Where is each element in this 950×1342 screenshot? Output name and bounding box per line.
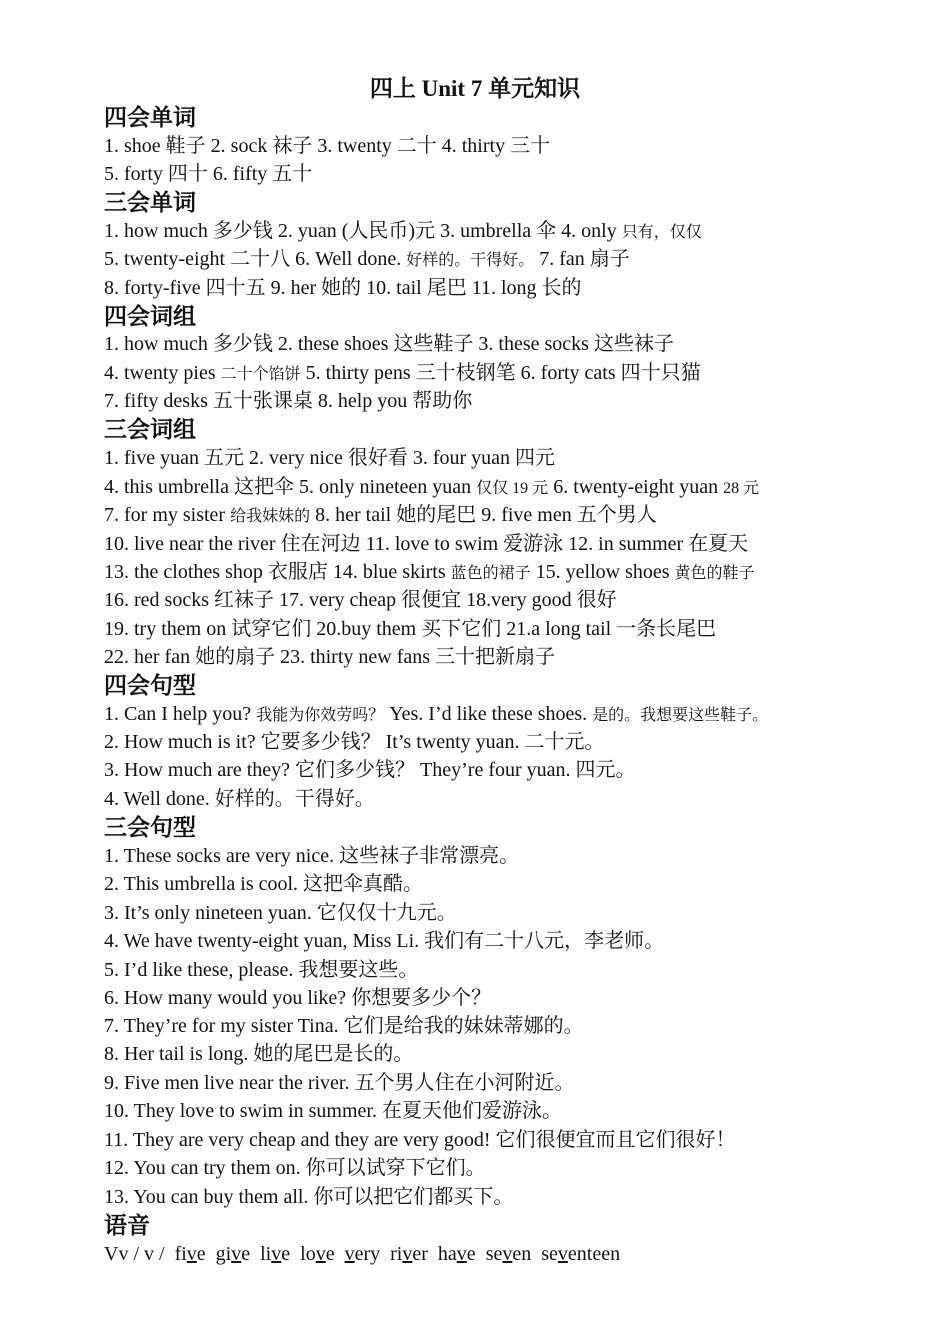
phonics-word: seventeen [541, 1243, 621, 1265]
text-segment-small: 黄色的鞋子 [674, 565, 755, 582]
phonics-line [104, 1241, 640, 1267]
text-line [104, 360, 701, 388]
text-segment-small: 仅仅 19 元 [476, 480, 549, 497]
text-line: 7. fifty desks 五十张课桌 8. help you 帮助你 [104, 390, 473, 412]
sentence-line: 8. Her tail is long. 她的尾巴是长的。 [104, 1043, 414, 1065]
sentence-line: 11. They are very cheap and they are very good! 它们很便宜而且它们很好！ [104, 1129, 736, 1151]
section-heading-three-skill-words: 三会单词 [104, 190, 196, 215]
phonics-prefix: Vv / v / [104, 1243, 165, 1265]
section-heading-four-skill-phrases: 四会词组 [104, 304, 196, 329]
phonics-letter-underlined: v [231, 1243, 242, 1265]
phonics-word: love [300, 1243, 335, 1265]
text-segment: 4. twenty pies [104, 362, 221, 384]
text-segment-small: 只有，仅仅 [621, 224, 702, 241]
text-line: 19. try them on 试穿它们 20.buy them 买下它们 21.a long tail 一条长尾巴 [104, 618, 717, 640]
sentence-line: 7. They’re for my sister Tina. 它们是给我的妹妹蒂娜的。 [104, 1015, 584, 1037]
text-line: 5. forty 四十 6. fifty 五十 [104, 163, 313, 185]
text-segment-small: 好样的。干得好。 [406, 252, 535, 269]
text-segment-small: 是的。我想要这些鞋子。 [592, 707, 769, 724]
text-line [104, 474, 759, 502]
phonics-letter-underlined: v [271, 1243, 282, 1265]
phonics-word: very [344, 1243, 381, 1265]
text-segment: 8. her tail 她的尾巴 9. five men 五个男人 [310, 504, 657, 526]
sentence-line: 13. You can buy them all. 你可以把它们都买下。 [104, 1186, 514, 1208]
text-line [104, 218, 702, 246]
phonics-letter-underlined: v [557, 1243, 568, 1265]
text-line: 16. red socks 红袜子 17. very cheap 很便宜 18.very good 很好 [104, 589, 617, 611]
sentence-line: 1. These socks are very nice. 这些袜子非常漂亮。 [104, 845, 520, 867]
phonics-word: river [390, 1243, 428, 1265]
sentence-line: 4. We have twenty-eight yuan, Miss Li. 我们有二十八元，李老师。 [104, 930, 665, 952]
sentence-line: 2. This umbrella is cool. 这把伞真酷。 [104, 873, 424, 895]
text-line: 1. how much 多少钱 2. these shoes 这些鞋子 3. these socks 这些袜子 [104, 333, 674, 355]
sentence-line: 6. How many would you like? 你想要多少个？ [104, 987, 492, 1009]
text-line [104, 559, 755, 587]
phonics-letter-underlined: v [402, 1243, 413, 1265]
phonics-letter-underlined: v [186, 1243, 197, 1265]
sentence-line: 5. I’d like these, please. 我想要这些。 [104, 959, 419, 981]
page-title: 四上 Unit 7 单元知识 [369, 76, 581, 101]
phonics-letter-underlined: v [456, 1243, 467, 1265]
sentence-line: 9. Five men live near the river. 五个男人住在小河附近。 [104, 1072, 575, 1094]
phonics-word: live [260, 1243, 291, 1265]
text-segment: 7. for my sister [104, 504, 231, 526]
sentence-line: 10. They love to swim in summer. 在夏天他们爱游泳。 [104, 1100, 562, 1122]
section-heading-four-skill-words: 四会单词 [104, 105, 196, 130]
text-line: 3. How much are they? 它们多少钱？ They’re four yuan. 四元。 [104, 759, 636, 781]
text-segment: 6. twenty-eight yuan [548, 476, 724, 498]
phonics-word: give [215, 1243, 251, 1265]
section-heading-three-skill-phrases: 三会词组 [104, 417, 196, 442]
text-segment-small: 蓝色的裙子 [450, 565, 531, 582]
text-line: 8. forty-five 四十五 9. her 她的 10. tail 尾巴 11. long 长的 [104, 277, 582, 299]
sentence-line: 3. It’s only nineteen yuan. 它仅仅十九元。 [104, 902, 457, 924]
text-segment-small: 28 元 [723, 480, 760, 497]
phonics-word: have [437, 1243, 476, 1265]
section-heading-four-skill-sentences: 四会句型 [104, 673, 196, 698]
text-segment: 13. the clothes shop 衣服店 14. blue skirts [104, 561, 451, 583]
section-heading-three-skill-sentences: 三会句型 [104, 815, 196, 840]
text-line: 10. live near the river 住在河边 11. love to swim 爱游泳 12. in summer 在夏天 [104, 533, 749, 555]
text-segment-small: 给我妹妹的 [230, 508, 311, 525]
text-segment: 5. thirty pens 三十枝钢笔 6. forty cats 四十只猫 [300, 362, 701, 384]
text-line: 4. Well done. 好样的。干得好。 [104, 788, 375, 810]
text-line: 22. her fan 她的扇子 23. thirty new fans 三十把新扇子 [104, 646, 556, 668]
text-segment: 4. this umbrella 这把伞 5. only nineteen yuan [104, 476, 477, 498]
text-line [104, 701, 768, 729]
phonics-words [175, 1243, 631, 1265]
text-line: 2. How much is it? 它要多少钱？ It’s twenty yuan. 二十元。 [104, 731, 605, 753]
section-heading-phonics: 语音 [104, 1213, 150, 1238]
text-line [104, 246, 630, 274]
text-segment: 1. how much 多少钱 2. yuan (人民币)元 3. umbrella 伞 4. only [104, 220, 622, 242]
text-segment: 5. twenty-eight 二十八 6. Well done. [104, 248, 407, 270]
phonics-word: five [174, 1243, 206, 1265]
text-segment: Yes. I’d like these shoes. [384, 703, 593, 725]
phonics-letter-underlined: v [315, 1243, 326, 1265]
sentence-line: 12. You can try them on. 你可以试穿下它们。 [104, 1157, 486, 1179]
text-segment: 7. fan 扇子 [534, 248, 630, 270]
phonics-letter-underlined: v [344, 1243, 355, 1265]
text-segment-small: 我能为你效劳吗？ [256, 707, 385, 724]
phonics-word: seven [485, 1243, 532, 1265]
text-line [104, 502, 657, 530]
text-line: 1. shoe 鞋子 2. sock 袜子 3. twenty 二十 4. thirty 三十 [104, 135, 551, 157]
text-segment: 1. Can I help you? [104, 703, 257, 725]
text-segment-small: 二十个馅饼 [220, 366, 301, 383]
phonics-letter-underlined: v [502, 1243, 513, 1265]
text-segment: 15. yellow shoes [530, 561, 675, 583]
text-line: 1. five yuan 五元 2. very nice 很好看 3. four yuan 四元 [104, 447, 556, 469]
